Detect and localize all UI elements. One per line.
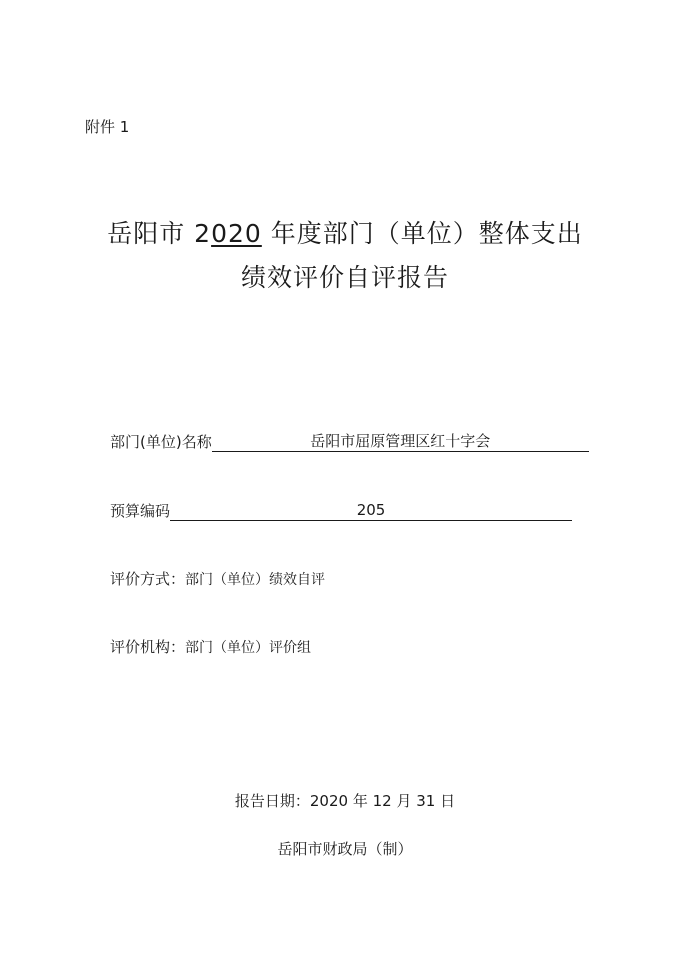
eval-method-value: 部门（单位）绩效自评 xyxy=(185,572,326,588)
eval-method-label: 评价方式： xyxy=(110,570,186,588)
report-date: 报告日期：2020 年 12 月 31 日 xyxy=(234,792,456,810)
issuer: 岳阳市财政局（制） xyxy=(277,840,413,858)
title-underlined-year: 020 xyxy=(211,219,262,248)
dept-name-field xyxy=(110,431,589,452)
budget-code-value: 205 xyxy=(170,501,572,521)
title-suffix: 年度部门（单位）整体支出 xyxy=(261,219,583,248)
budget-code-field xyxy=(110,500,572,521)
eval-org-label: 评价机构： xyxy=(110,638,186,656)
dept-name-label: 部门(单位)名称 xyxy=(110,433,212,451)
report-title-line-1 xyxy=(0,214,690,250)
eval-org-value: 部门（单位）评价组 xyxy=(185,640,312,656)
eval-org-field xyxy=(110,636,311,657)
attachment-label: 附件 1 xyxy=(85,118,130,136)
report-title-line-2: 绩效评价自评报告 xyxy=(240,263,449,292)
budget-code-label: 预算编码 xyxy=(110,502,171,520)
eval-method-field xyxy=(110,568,325,589)
title-prefix: 岳阳市 2 xyxy=(107,219,212,248)
dept-name-value: 岳阳市屈原管理区红十字会 xyxy=(212,432,589,452)
